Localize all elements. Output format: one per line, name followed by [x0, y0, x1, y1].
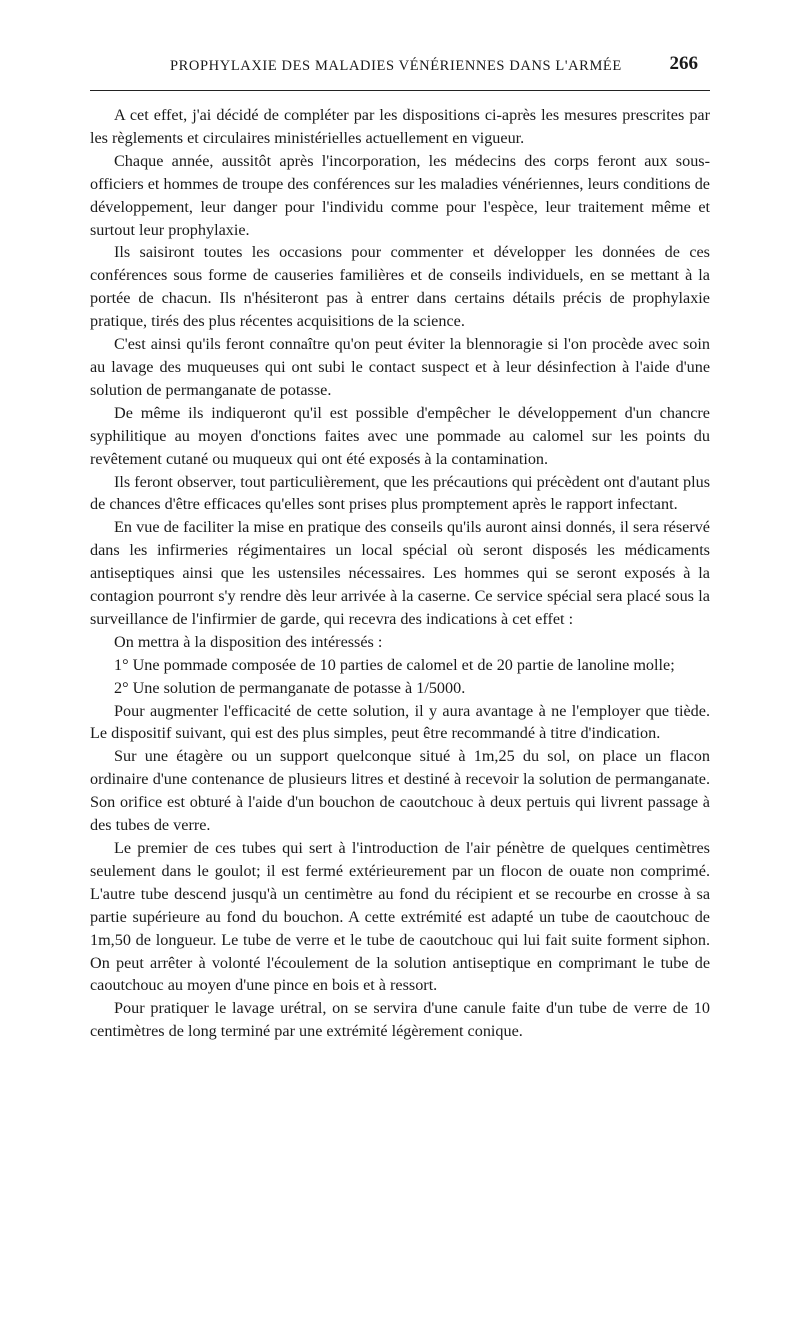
paragraph: En vue de faciliter la mise en pratique des conseils qu'ils auront ainsi donnés, il sera réservé dans les infirmeries régimentaires un local spécial où seront disposés les médicaments antiseptiques ainsi que les ustensiles nécessaires. Les hommes qui se seront exposés à la contagion pourront s'y rendre dès leur arrivée à la caserne. Ce service spécial sera placé sous la surveillance de l'infirmier de garde, qui recevra des indications à cet effet :: [90, 518, 710, 628]
body-text: [90, 104, 710, 1043]
paragraph: On mettra à la disposition des intéressés :: [114, 632, 383, 651]
paragraph: Le premier de ces tubes qui sert à l'introduction de l'air pénètre de quelques centimètres seulement dans le goulot; il est fermé extérieurement par un flocon de ouate non comprimé. L'autre tube descend jusqu'à un centimètre au fond du récipient et se recourbe en crosse à sa partie supérieure au fond du bouchon. A cette extrémité est adapté un tube de caoutchouc de 1m,50 de longueur. Le tube de verre et le tube de caoutchouc qui lui fait suite forment siphon. On peut arrêter à volonté l'écoulement de la solution antiseptique en comprimant le tube de caoutchouc au moyen d'une pince en bois et à ressort.: [90, 839, 710, 995]
paragraph: Sur une étagère ou un support quelconque situé à 1m,25 du sol, on place un flacon ordinaire d'une contenance de plusieurs litres et destiné à recevoir la solution de permanganate. Son orifice est obturé à l'aide d'un bouchon de caoutchouc à deux pertuis qui livrent passage à des tubes de verre.: [90, 747, 710, 835]
page-number: 266: [669, 53, 698, 74]
paragraph: 2° Une solution de permanganate de potasse à 1/5000.: [114, 678, 466, 697]
running-title: PROPHYLAXIE DES MALADIES VÉNÉRIENNES DANS L'ARMÉE: [170, 58, 622, 74]
paragraph: Pour augmenter l'efficacité de cette solution, il y aura avantage à ne l'employer que tiède. Le dispositif suivant, qui est des plus simples, peut être recommandé à titre d'indication.: [90, 701, 710, 743]
paragraph: Ils saisiront toutes les occasions pour commenter et développer les données de ces conférences sous forme de causeries familières et de conseils individuels, en se mettant à la portée de chacun. Ils n'hésiteront pas à entrer dans certains détails précis de prophylaxie pratique, tirés des plus récentes acquisitions de la science.: [90, 243, 710, 331]
paragraph: A cet effet, j'ai décidé de compléter par les dispositions ci-après les mesures prescrites par les règlements et circulaires ministérielles actuellement en vigueur.: [90, 106, 710, 147]
paragraph: 1° Une pommade composée de 10 parties de calomel et de 20 partie de lanoline molle;: [114, 655, 675, 674]
paragraph: C'est ainsi qu'ils feront connaître qu'on peut éviter la blennoragie si l'on procède avec soin au lavage des muqueuses qui ont subi le contact suspect et à leur désinfection à l'aide d'une solution de permanganate de potasse.: [90, 335, 710, 399]
paragraph: Chaque année, aussitôt après l'incorporation, les médecins des corps feront aux sous-officiers et hommes de troupe des conférences sur les maladies vénériennes, leurs conditions de développement, leur danger pour l'individu comme pour l'espèce, leur traitement même et surtout leur prophylaxie.: [90, 151, 710, 239]
paragraph: Ils feront observer, tout particulièrement, que les précautions qui précèdent ont d'autant plus de chances d'être efficaces qu'elles sont prises plus promptement après le rapport infectant.: [90, 472, 710, 514]
paragraph: De même ils indiqueront qu'il est possible d'empêcher le développement d'un chancre syphilitique au moyen d'onctions faites avec une pommade au calomel sur les points du revêtement cutané ou muqueux qui ont été exposés à la contamination.: [90, 403, 710, 468]
paragraph: Pour pratiquer le lavage urétral, on se servira d'une canule faite d'un tube de verre de 10 centimètres de long terminé par une extrémité légèrement conique.: [90, 999, 710, 1041]
page-header: [90, 50, 710, 91]
